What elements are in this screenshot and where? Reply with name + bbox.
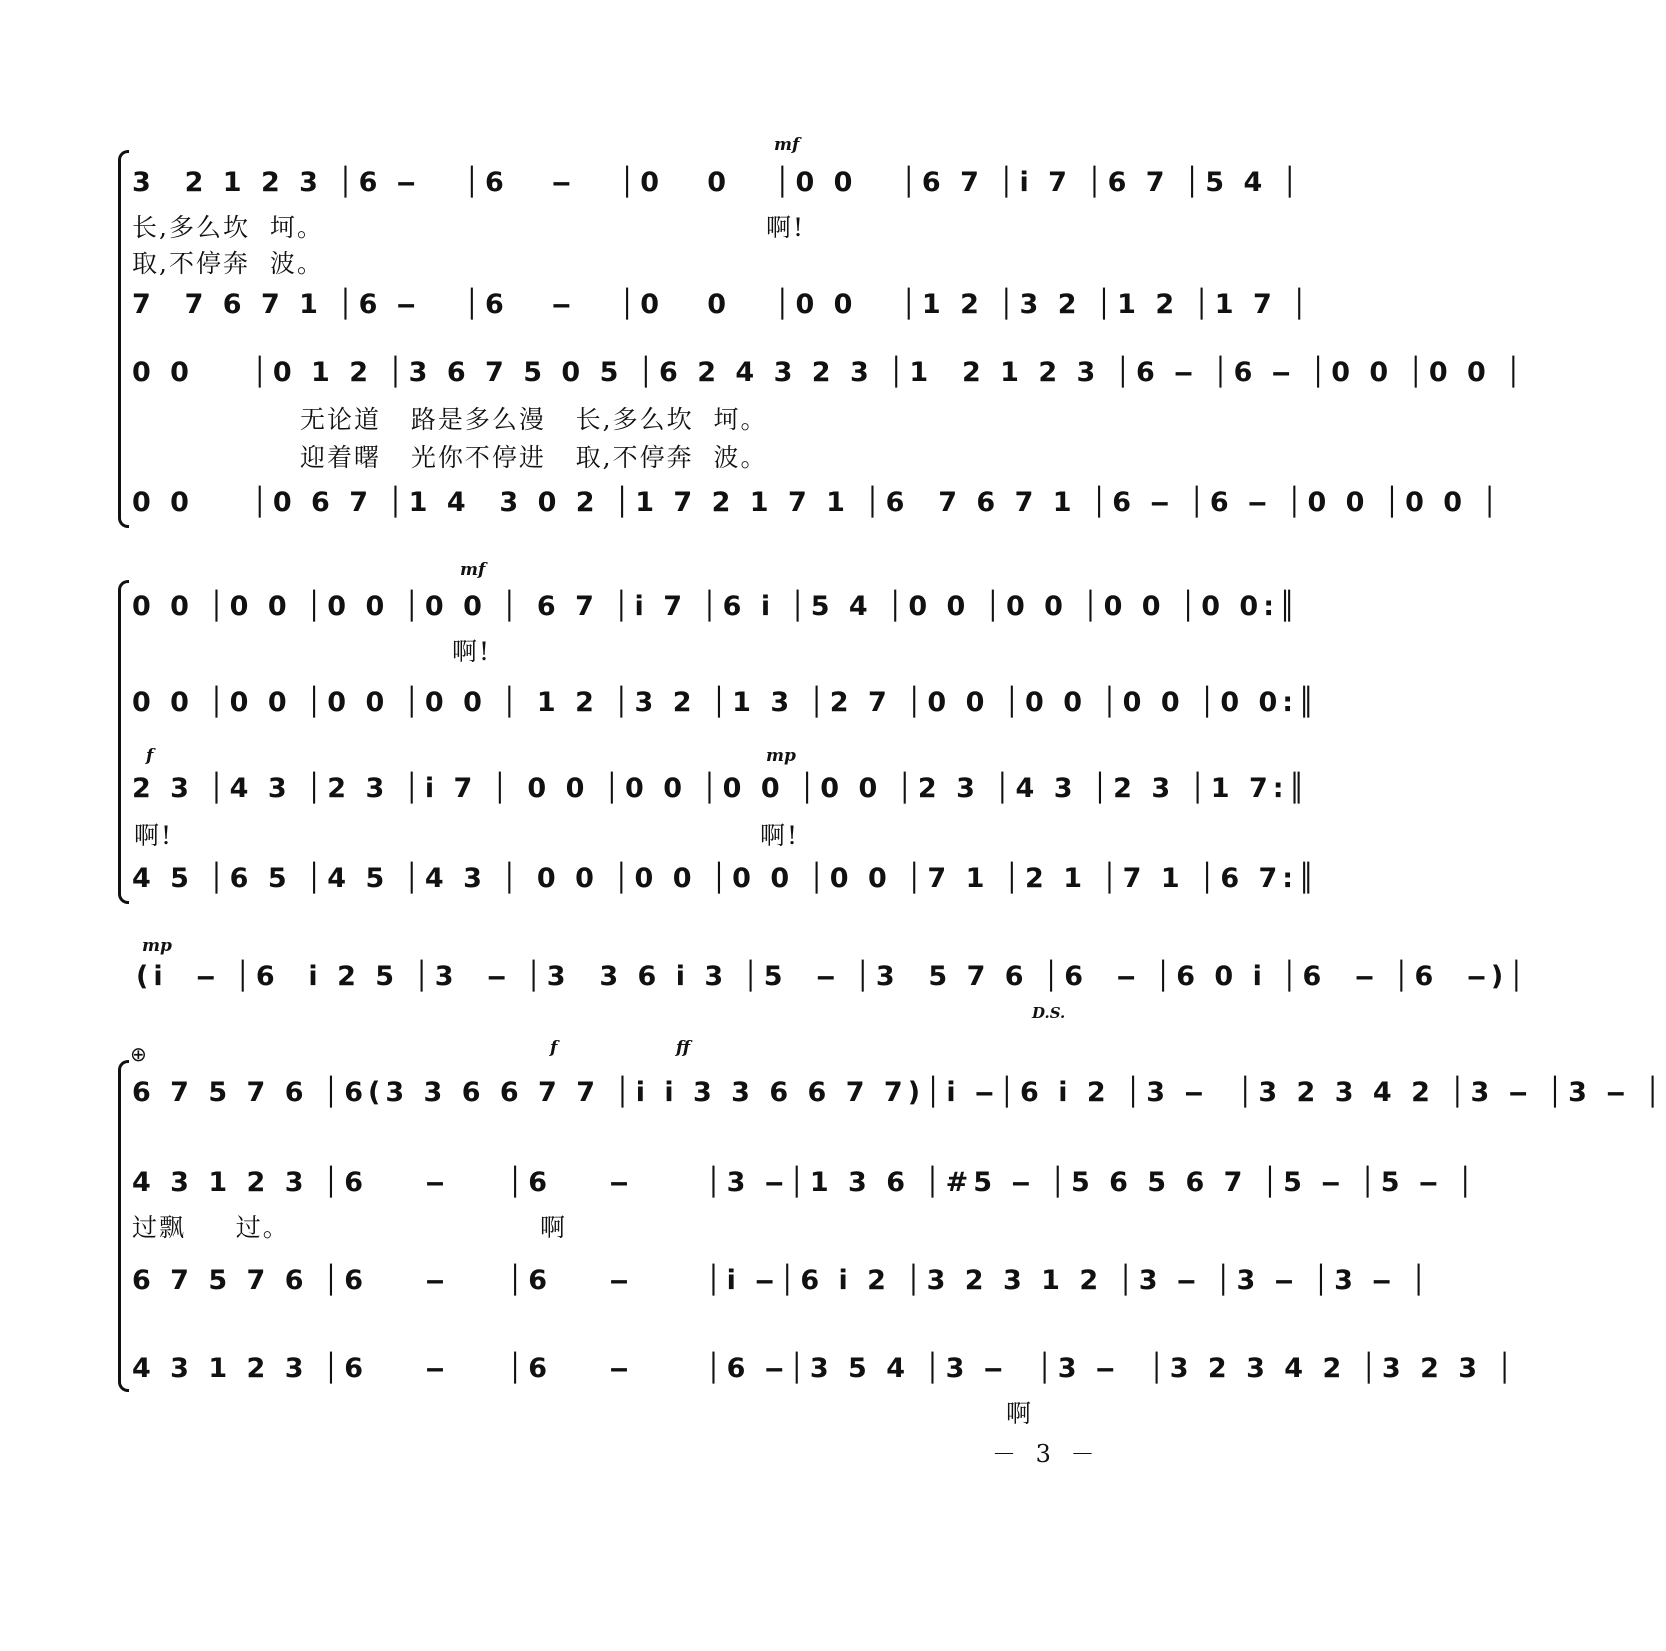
dynamic-mark: f [146,746,154,766]
staff-row-2: 7 7 6 7 1 │6 ‒ │6 ‒ │0 0 │0 0 │1 2 │3 2 │1 2 │1 7 │ [132,288,1313,320]
dynamic-mark: mp [766,746,796,766]
dynamic-mark: mf [460,560,486,580]
staff-row-3: 6 7 5 7 6 │6 ‒ │6 ‒ │i ‒│6 i 2 │3 2 3 1 2 │3 ‒ │3 ‒ │3 ‒ │ [132,1264,1432,1296]
dynamic-mark: ff [676,1038,691,1058]
dynamic-mark: mp [142,936,172,956]
dynamic-mark: f [550,1038,558,1058]
lyric-line: 啊! [766,213,806,242]
lyric-line: 啊! [760,821,800,850]
staff-row-4: 4 3 1 2 3 │6 ‒ │6 ‒ │6 ‒│3 5 4 │3 ‒ │3 ‒ │3 2 3 4 2 │3 2 3 │ [132,1352,1518,1384]
lyric-line: 啊 [540,1213,568,1242]
staff-row-1: 6 7 5 7 6 │6(3 3 6 6 7 7 │i i 3 3 6 6 7 7)│i ‒│6 i 2 │3 ‒ │3 2 3 4 2 │3 ‒ │3 ‒ │ [132,1076,1666,1108]
staff-row-2: 4 3 1 2 3 │6 ‒ │6 ‒ │3 ‒│1 3 6 │#5 ‒ │5 6 5 6 7 │5 ‒ │5 ‒ │ [132,1166,1479,1198]
page-number: － 3 － [992,1440,1101,1468]
lyric-line: 啊! [134,821,174,850]
lyric-line: 迎着曙 光你不停进 取,不停奔 波。 [300,443,768,472]
staff-row-4: 0 0 │0 6 7 │1 4 3 0 2 │1 7 2 1 7 1 │6 7 6 7 1 │6 ‒ │6 ‒ │0 0 │0 0 │ [132,486,1503,518]
lyric-line: 无论道 路是多么漫 长,多么坎 坷。 [300,405,768,434]
staff-row-1: 3 2 1 2 3 │6 ‒ │6 ‒ │0 0 │0 0 │6 7 │i 7 │6 7 │5 4 │ [132,166,1303,198]
da-segno-mark: D.S. [1032,1004,1066,1022]
staff-row-1: (i ‒ │6 i 2 5 │3 ‒ │3 3 6 i 3 │5 ‒ │3 5 7 6 │6 ‒ │6 0 i │6 ‒ │6 ‒)│ [136,960,1530,992]
staff-row-3: 0 0 │0 1 2 │3 6 7 5 0 5 │6 2 4 3 2 3 │1 2 1 2 3 │6 ‒ │6 ‒ │0 0 │0 0 │ [132,356,1527,388]
staff-row-4: 4 5 │6 5 │4 5 │4 3 │ 0 0 │0 0 │0 0 │0 0 │7 1 │2 1 │7 1 │6 7:║ [132,862,1320,894]
lyric-line: 啊 [1006,1399,1034,1428]
lyric-line: 取,不停奔 波。 [132,249,324,278]
lyric-line: 长,多么坎 坷。 [132,213,324,242]
lyric-line: 啊! [452,637,492,666]
system-brace [118,580,129,904]
system-brace [118,150,129,528]
system-brace [118,1060,129,1392]
staff-row-1: 0 0 │0 0 │0 0 │0 0 │ 6 7 │i 7 │6 i │5 4 │0 0 │0 0 │0 0 │0 0:║ [132,590,1301,622]
dynamic-mark: mf [774,135,800,155]
lyric-line: 过飘 过。 [132,1213,290,1242]
staff-row-3: 2 3 │4 3 │2 3 │i 7 │ 0 0 │0 0 │0 0 │0 0 │2 3 │4 3 │2 3 │1 7:║ [132,772,1310,804]
coda-icon: ⊕ [130,1042,147,1066]
staff-row-2: 0 0 │0 0 │0 0 │0 0 │ 1 2 │3 2 │1 3 │2 7 │0 0 │0 0 │0 0 │0 0:║ [132,686,1320,718]
